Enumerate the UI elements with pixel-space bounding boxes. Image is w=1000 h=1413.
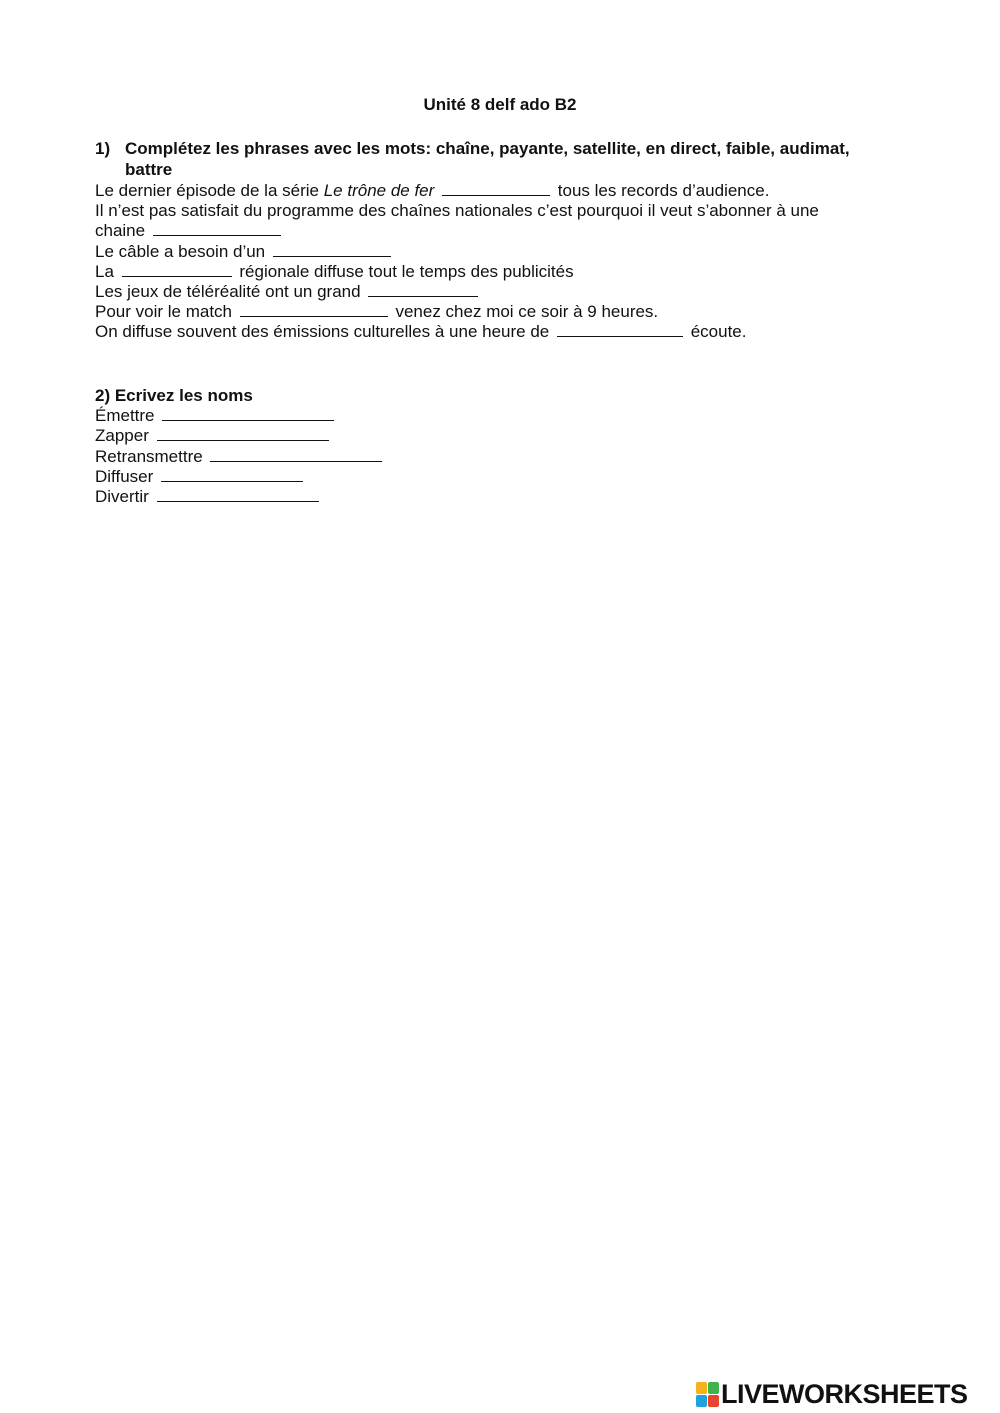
sentence-5: Les jeux de téléréalité ont un grand [95,282,915,302]
exercise-2-heading: 2) Ecrivez les noms [95,386,253,405]
answer-blank[interactable] [161,467,303,482]
page-title: Unité 8 delf ado B2 [423,95,577,114]
logo-square [696,1395,707,1407]
sentence-1: Le dernier épisode de la série Le trône de fer tous les records d’audience. [95,181,770,200]
sentence-3: Le câble a besoin d’un [95,242,915,262]
logo-square [708,1395,719,1407]
liveworksheets-logo [696,1379,968,1409]
sentence-2: Il n’est pas satisfait du programme des chaînes nationales c’est pourquoi il veut s’abonner à une [95,201,819,221]
sentence-7: On diffuse souvent des émissions culturelles à une heure de écoute. [95,322,747,342]
answer-blank[interactable] [442,181,550,196]
noun-item: Retransmettre [95,447,915,467]
answer-blank[interactable] [122,262,232,277]
noun-item: Zapper [95,426,915,446]
exercise-1-number: 1) [95,139,111,158]
answer-blank[interactable] [153,221,281,236]
logo-mark-icon [696,1382,718,1406]
answer-blank[interactable] [157,487,319,502]
exercise-1-heading [95,138,855,180]
noun-item: Diffuser [95,467,915,487]
logo-square [696,1382,707,1394]
answer-blank[interactable] [162,406,334,421]
answer-blank[interactable] [210,447,382,462]
exercise-2 [95,386,915,507]
answer-blank[interactable] [240,302,388,317]
sentence-2-continued: chaine [95,221,915,241]
noun-item: Divertir [95,487,915,507]
sentence-4: La régionale diffuse tout le temps des publicités [95,261,574,281]
answer-blank[interactable] [368,282,478,297]
noun-item: Émettre [95,406,915,426]
series-title: Le trône de fer [323,181,435,200]
answer-blank[interactable] [273,242,391,257]
answer-blank[interactable] [557,322,683,337]
answer-blank[interactable] [157,426,329,441]
exercise-1-instruction: Complétez les phrases avec les mots: chaîne, payante, satellite, en direct, faible, audimat, battre [125,139,850,179]
exercise-1-sentences [95,181,915,343]
sentence-6: Pour voir le match venez chez moi ce soir à 9 heures. [95,302,659,322]
logo-square [708,1382,719,1394]
logo-text: LIVEWORKSHEETS [721,1378,968,1409]
